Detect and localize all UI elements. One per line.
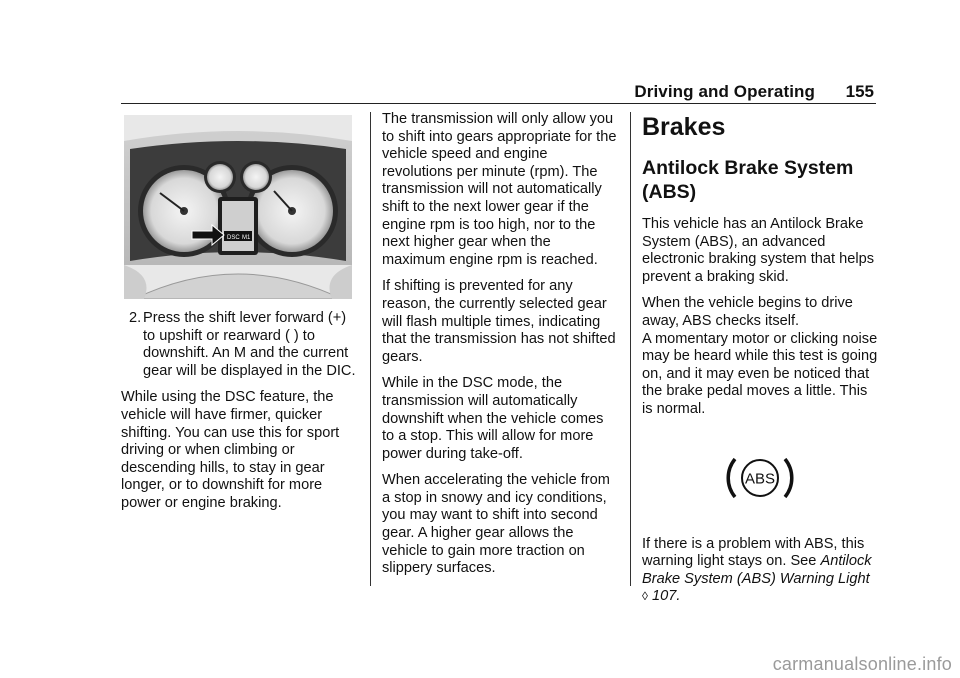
paragraph: If shifting is prevented for any reason, the currently selected gear will flash multiple times, indicating that the transmission has not shifted gears.: [382, 278, 616, 365]
column-3: [642, 112, 880, 615]
paragraph: This vehicle has an Antilock Brake System (ABS), an advanced electronic braking system that helps prevent a braking skid.: [642, 216, 874, 285]
dic-display-text: DSC: [227, 235, 240, 241]
subsection-heading: Antilock Brake System (ABS): [642, 157, 854, 203]
page-reference-icon: ◊: [642, 589, 648, 604]
paragraph: [642, 536, 880, 606]
column-divider: [370, 112, 371, 586]
step-text: Press the shift lever forward (+) to upshift or rearward ( ) to downshift. An M and the current gear will be displayed in the DIC.: [143, 310, 356, 379]
column-2: [382, 111, 618, 587]
abs-warning-icon: [725, 453, 795, 503]
instrument-cluster-illustration: [124, 115, 352, 299]
paragraph-line: A momentary motor or clicking noise may be heard while this test is going on, and it may even be noticed that the brake pedal moves a little. This is normal.: [642, 330, 878, 417]
instrument-cluster-figure: [124, 115, 352, 299]
paragraph: While using the DSC feature, the vehicle will have firmer, quicker shifting. You can use this for sport driving or when climbing or descending hills, to stay in gear longer, or to downshift for more power or engine braking.: [121, 389, 340, 511]
step-2: [121, 310, 357, 380]
column-1: [121, 115, 357, 522]
section-title: Driving and Operating: [634, 82, 815, 101]
abs-symbol-label: ABS: [744, 470, 776, 488]
watermark: carmanualsonline.info: [772, 654, 952, 674]
step-number: 2.: [129, 310, 142, 326]
paragraph: While in the DSC mode, the transmission will automatically downshift when the vehicle comes to a stop. This will allow for more power during take-off.: [382, 375, 604, 462]
page-number: 155: [845, 82, 874, 101]
paragraph: When accelerating the vehicle from a stop in snowy and icy conditions, you may want to shift into second gear. A higher gear allows the vehicle to gain more traction on slippery surfaces.: [382, 472, 610, 577]
dic-gear-text: M1: [242, 235, 251, 241]
page-reference[interactable]: 107.: [652, 588, 681, 605]
paragraph-line: When the vehicle begins to drive away, ABS checks itself.: [642, 295, 853, 329]
header-rule: [121, 103, 876, 104]
paragraph-text: If there is a problem with ABS, this warning light stays on. See: [642, 535, 865, 570]
section-heading: Brakes: [642, 113, 726, 141]
column-divider: [630, 112, 631, 586]
paragraph: [642, 295, 880, 418]
cross-reference-link[interactable]: Antilock Brake System (ABS) Warning Light: [642, 553, 872, 587]
paragraph: The transmission will only allow you to shift into gears appropriate for the vehicle speed and engine revolutions per minute (rpm). The transmission will not automatically shift to the next lower gear if the engine rpm is too high, nor to the next higher gear when the maximum engine rpm is reached.: [382, 111, 617, 268]
